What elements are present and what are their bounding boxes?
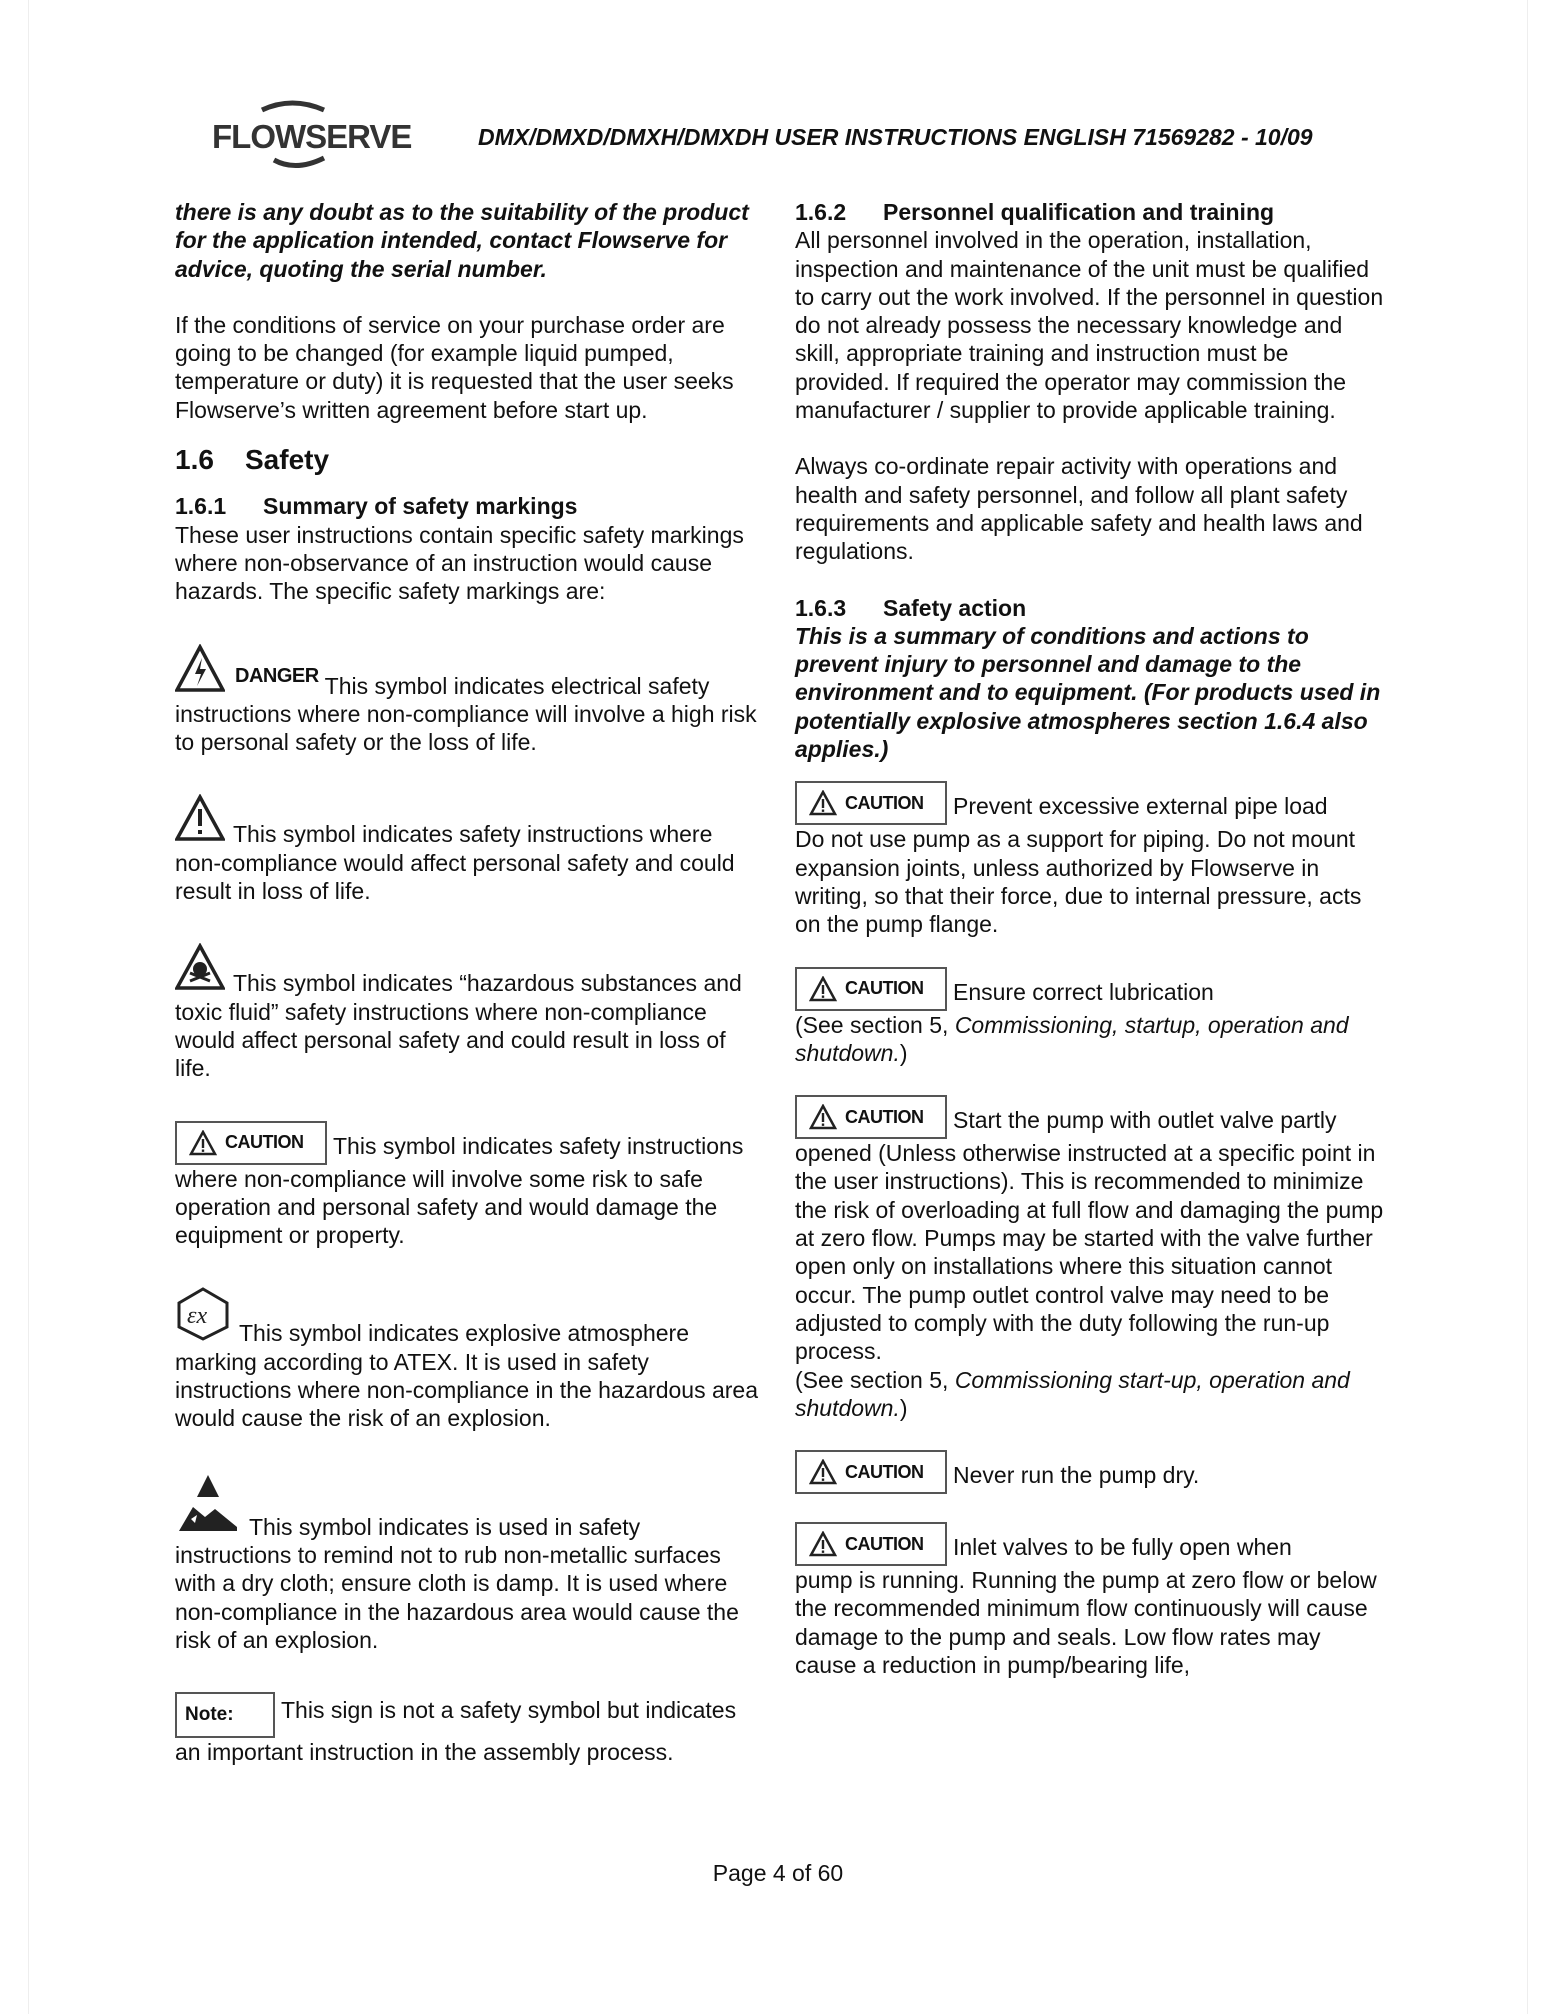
toxic-text: This symbol indicates “hazardous substances and toxic fluid” safety instructions where non-compliance would affect personal safety and could result in loss of life. <box>175 970 742 1082</box>
see-section-text: (See section 5, <box>795 1366 955 1393</box>
subsection-title: Safety action <box>883 594 1027 621</box>
caution-sign <box>795 1095 947 1139</box>
toxic-marking <box>175 943 760 1082</box>
note-sign <box>175 1692 275 1738</box>
danger-label: DANGER <box>235 664 319 687</box>
svg-text:εx: εx <box>187 1303 208 1330</box>
page-edge-right <box>1527 0 1528 2014</box>
section-heading <box>175 446 760 474</box>
ex-text: This symbol indicates explosive atmosphere marking according to ATEX. It is used in safety instructions where non-compliance in the hazardous area would cause the risk of an explosion. <box>175 1320 758 1432</box>
section-reference: Commissioning, startup, operation and shutdown. <box>795 1011 1349 1066</box>
closing-paren: ) <box>899 1394 908 1421</box>
danger-marking <box>175 644 760 757</box>
ex-marking <box>175 1287 760 1432</box>
caution-sign <box>795 967 947 1011</box>
caution-triangle-icon <box>189 1130 217 1156</box>
esd-text: This symbol indicates is used in safety instructions to remind not to rub non-metallic surfaces with a dry cloth; ensure cloth is damp. It is used where non-compliance in the hazardous area would cause the risk of an explosion. <box>175 1513 739 1653</box>
caution-sign <box>795 1450 947 1494</box>
caution-sign <box>795 1522 947 1566</box>
caution-triangle-icon <box>809 790 837 816</box>
caution-body: opened (Unless otherwise instructed at a specific point in the user instructions). This is recommended to minimize the risk of overloading at full flow and damaging the pump at zero flow. Pumps may be started with the valve further open only on installations where this situation cannot occur. The pump outlet control valve may need to be adjusted to comply with the duty following the run-up process. <box>795 1140 1384 1365</box>
caution-label: CAUTION <box>225 1132 304 1153</box>
left-column <box>175 198 760 1766</box>
warning-text: This symbol indicates safety instructions where non-compliance would affect personal safety and could result in loss of life. <box>175 821 735 905</box>
caution-text: This symbol indicates safety instructions where non-compliance will involve some risk to safe operation and personal safety and would damage the equipment or property. <box>175 1132 744 1249</box>
document-title: DMX/DMXD/DMXH/DMXDH USER INSTRUCTIONS ENGLISH 71569282 - 10/09 <box>478 124 1313 150</box>
subsection-number: 1.6.1 <box>175 493 227 520</box>
toxic-substance-icon <box>175 943 225 997</box>
page-edge-left <box>28 0 29 2014</box>
subsection-number: 1.6.3 <box>795 594 847 621</box>
caution-outlet-valve <box>795 1095 1385 1422</box>
caution-body: Do not use pump as a support for piping. Do not mount expansion joints, unless authorized by Flowserve in writing, so that their force, due to internal pressure, acts on the pump flange. <box>795 826 1362 938</box>
ex-atex-icon <box>175 1287 231 1347</box>
section-reference: Commissioning start-up, operation and shutdown. <box>795 1366 1350 1421</box>
caution-sign <box>175 1121 327 1165</box>
caution-body: pump is running. Running the pump at zero flow or below the recommended minimum flow continuously will cause damage to the pump and seals. Low flow rates may cause a reduction in pump/bearing life, <box>795 1567 1377 1678</box>
esd-marking <box>175 1471 760 1654</box>
caution-label: CAUTION <box>845 1461 924 1482</box>
caution-marking <box>175 1121 760 1250</box>
page-number: Page 4 of 60 <box>712 1860 844 1886</box>
caution-heading: Start the pump with outlet valve partly <box>953 1107 1337 1134</box>
markings-intro: These user instructions contain specific safety markings where non-observance of an instruction would cause hazards. The specific safety markings are: <box>175 521 744 605</box>
safety-action-intro: This is a summary of conditions and actions to prevent injury to personnel and damage to the environment and to equipment. (For products used in potentially explosive atmospheres section 1.6.4 also applies.) <box>795 622 1381 763</box>
caution-sign <box>795 781 947 825</box>
caution-heading: Ensure correct lubrication <box>953 978 1214 1005</box>
caution-label: CAUTION <box>845 793 924 814</box>
subsection-heading-1-6-1 <box>175 492 760 520</box>
caution-label: CAUTION <box>845 1106 924 1127</box>
caution-run-dry <box>795 1450 1385 1494</box>
subsection-heading-1-6-2 <box>795 198 1385 226</box>
caution-label: CAUTION <box>845 1533 924 1554</box>
note-label: Note: <box>185 1703 234 1725</box>
caution-label: CAUTION <box>845 978 924 999</box>
subsection-title: Summary of safety markings <box>263 493 578 520</box>
subsection-title: Personnel qualification and training <box>883 199 1275 225</box>
subsection-number: 1.6.2 <box>795 199 847 225</box>
personnel-paragraph: All personnel involved in the operation, installation, inspection and maintenance of the unit must be qualified to carry out the work involved. If the personnel in question do not already possess the necessary knowledge and skill, appropriate training and instruction must be provided. If required the operator may commission the manufacturer / supplier to provide applicable training. <box>795 227 1384 424</box>
right-column <box>795 198 1385 1679</box>
see-section-text: (See section 5, <box>795 1011 955 1038</box>
caution-inlet-valves <box>795 1522 1385 1679</box>
subsection-heading-1-6-3 <box>795 594 1385 622</box>
conditions-paragraph: If the conditions of service on your purchase order are going to be changed (for example liquid pumped, temperature or duty) it is requested that the user seeks Flowserve’s written agreement before start up. <box>175 311 734 423</box>
esd-static-icon <box>175 1471 241 1541</box>
logo-text: FLOWSERVE <box>212 118 412 155</box>
caution-pipe-load <box>795 781 1385 938</box>
closing-paren: ) <box>899 1039 908 1066</box>
intro-bold-text: there is any doubt as to the suitability of the product for the application intended, contact Flowserve for advice, quoting the serial number. <box>175 199 749 282</box>
note-marking <box>175 1692 760 1766</box>
caution-triangle-icon <box>809 1459 837 1485</box>
section-title: Safety <box>245 444 330 476</box>
caution-triangle-icon <box>809 1104 837 1130</box>
caution-heading: Never run the pump dry. <box>953 1462 1200 1489</box>
caution-heading: Prevent excessive external pipe load <box>953 793 1328 820</box>
danger-text: This symbol indicates electrical safety instructions where non-compliance will involve a high risk to personal safety or the loss of life. <box>175 672 757 756</box>
warning-marking <box>175 794 760 905</box>
note-text: This sign is not a safety symbol but indicates an important instruction in the assembly process. <box>175 1696 737 1766</box>
caution-lubrication <box>795 967 1385 1068</box>
section-number: 1.6 <box>175 444 214 476</box>
coordinate-paragraph: Always co-ordinate repair activity with operations and health and safety personnel, and follow all plant safety requirements and applicable safety and health laws and regulations. <box>795 453 1363 565</box>
warning-triangle-icon <box>175 794 225 848</box>
flowserve-logo <box>212 96 412 178</box>
danger-electrical-icon <box>175 644 225 700</box>
caution-heading: Inlet valves to be fully open when <box>953 1534 1292 1561</box>
caution-triangle-icon <box>809 976 837 1002</box>
caution-triangle-icon <box>809 1531 837 1557</box>
